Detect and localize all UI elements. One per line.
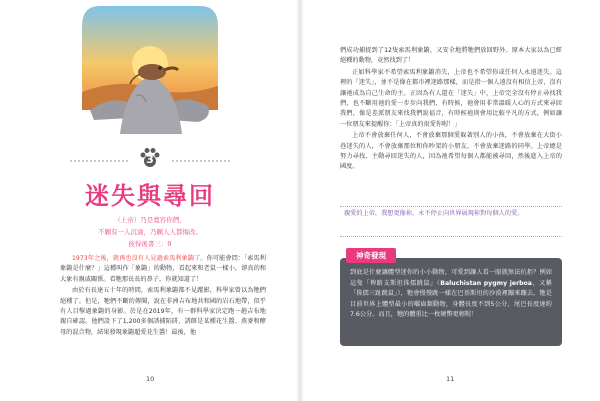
page-number: 10 (146, 375, 155, 383)
book-gutter (296, 0, 304, 401)
verse-reference: 彼得後書三：9 (128, 240, 172, 248)
fact-tab-label: 神奇發現 (346, 248, 396, 263)
left-body-text (60, 254, 266, 339)
verse-line-1: （上帝）乃是寬容你們， (114, 216, 186, 224)
elephant-shrew-on-rock-illustration (80, 6, 220, 134)
paragraph-text: 。你可能會問：「索馬利象鼩是什麼？」這種叫作「象鼩」的動物，看起來和老鼠一樣小，卻真的和大象有親戚關係。看牠那長長的鼻子，你就知道了！ (60, 255, 266, 283)
fact-box (340, 258, 562, 346)
fact-text: 到底是什麼讓體型迷你的小小動物，可愛到讓人看一眼就無法抗拒？例如這隻「俾路支斯坦侏儒跳鼠」（ (350, 269, 552, 287)
paragraph: 上帝不會放棄任何人，不會放棄那個愛躲著別人的小孩，不會放棄在大街小巷迷失的人，不會放棄那位和你吵架的小朋友，不會放棄迷路的同學。上帝總是努力尋找、主動尋回迷失的人，因為祂希望每個人都能被尋回，然後進入上帝的國度。 (340, 132, 562, 171)
divider-right (172, 160, 230, 162)
verse-line-2: 不願有一人沉淪，乃願人人都悔改。 (98, 228, 202, 236)
prayer-divider-bottom (340, 236, 562, 237)
paragraph: 們成功捕捉到了12隻索馬利象鼩，又安全地將牠們放回野外。原本大家以為已經絕種的動物，竟然找到了！ (340, 47, 562, 65)
right-body-text (340, 46, 562, 174)
paragraph: 由於有長達五十年的時間，索馬利象鼩都不見蹤影，科學家曾以為牠們絕種了。但是，牠們不斷的傳聞，說在非洲吉布地共和國的岩石地帶，似乎有人目擊過象鼩的身影。於是在2019年，有一群科學家決定跑一趟吉布地親自確認。他們設下了1,200多個誘捕陷阱，誘餌是某種花生醬、燕麥和酵母的混合物，結果發現象鼩超愛花生醬！最後，他 (60, 287, 266, 336)
prayer-text: 親愛的上帝，我想更像祢，永不停止向世界展現祢對每個人的愛。 (344, 210, 524, 217)
fact-text: ，又稱「侏儒三趾跳鼠」），牠會慢慢跳一樣在巴基斯坦的沙漠裡蹦來蹦去。牠是目前世界上體型最小的囓齒類動物，身體長度不到5公分，尾巴長度達約7.6公分。而且，牠的體重比一枚硬幣更輕喔！ (350, 279, 552, 319)
divider-left (70, 160, 128, 162)
prayer-divider-top (340, 206, 562, 207)
paragraph: 正如科學家不希望索馬利象鼩消失，上帝也不希望你或任何人永遠迷失。這裡的「迷失」，並不是像在都市裡迷路那樣，而是指一個人遠沒有相信上帝，沒有讓祂成為自己生命的主。正因為有人還在「迷失」中，上帝完全沒有停止尋找我們，也不斷用祂的愛一步步向我們，有時候，祂會用非常溫暖人心的方式來尋回我們，像是差派朋友來找我們說福音，有時候祂則會用比較平凡的方式，例如讓一位朋友來提醒你：「上帝真的很愛你喔！」 (340, 68, 562, 128)
chapter-number: 3 (146, 153, 154, 166)
page-number: 11 (446, 375, 455, 383)
right-page (300, 0, 600, 401)
fact-species-name: Baluchistan pygmy jerboa (440, 279, 532, 287)
paragraph (60, 254, 266, 285)
chapter-title: 迷失與尋回 (85, 181, 215, 210)
highlight-text: 1973年之後，就再也沒有人見過索馬利象鼩了 (72, 255, 201, 262)
